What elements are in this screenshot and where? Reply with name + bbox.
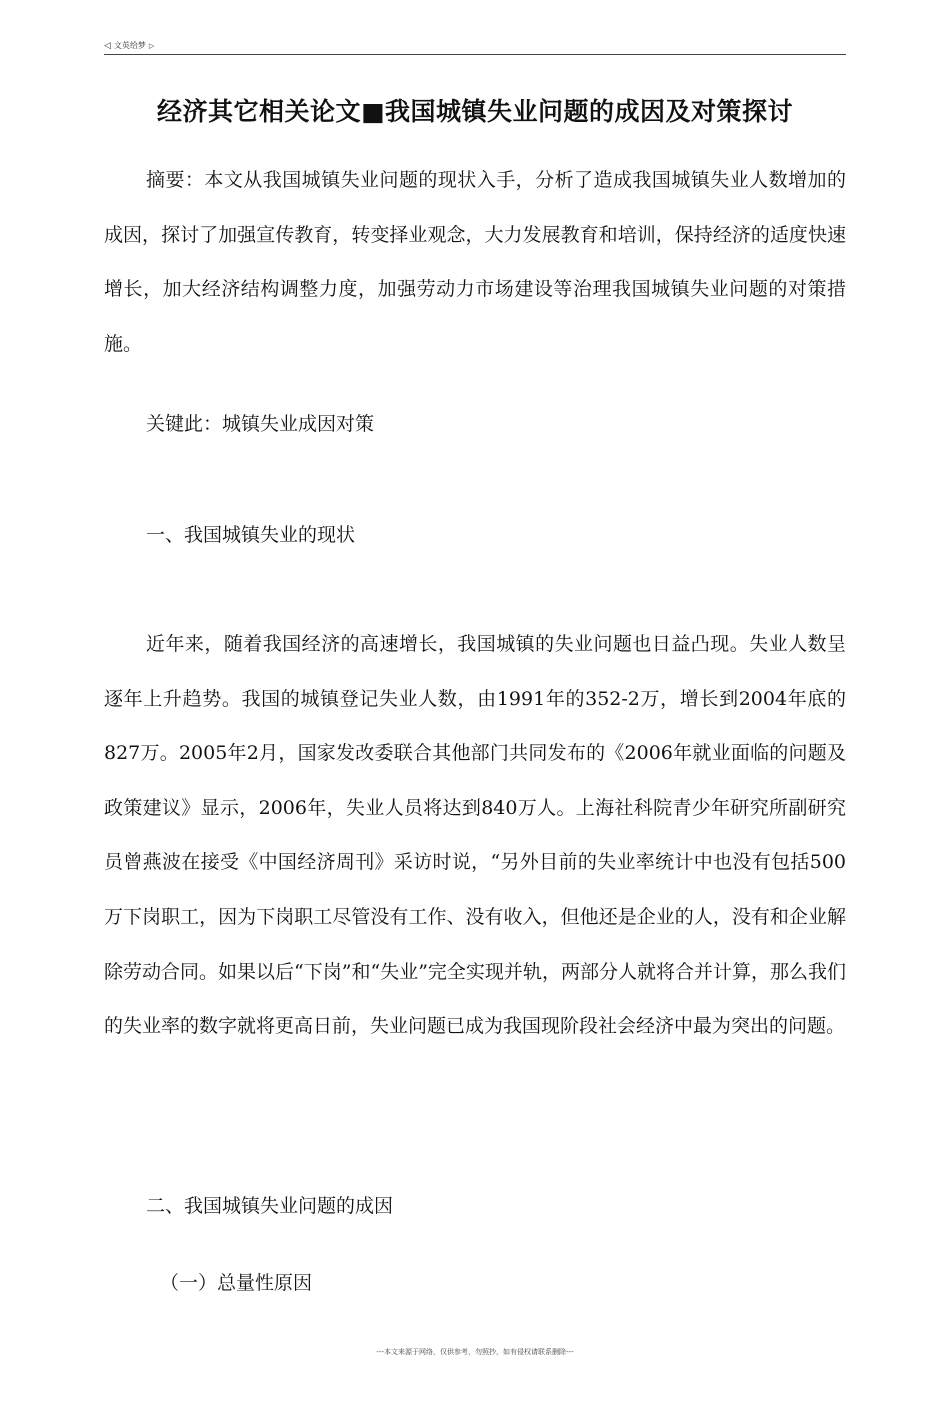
- section-1-heading: 一、我国城镇失业的现状: [146, 524, 356, 546]
- header-text: 文英给梦: [113, 41, 146, 50]
- section-2-heading: 二、我国城镇失业问题的成因: [146, 1195, 394, 1217]
- triangle-left-icon: ◁: [104, 41, 111, 51]
- subsection-1-heading: （一）总量性原因: [160, 1272, 313, 1294]
- document-title: 经济其它相关论文■我国城镇失业问题的成因及对策探讨: [156, 97, 794, 126]
- section-1-body-paragraph: 近年来，随着我国经济的高速增长，我国城镇的失业问题也日益凸现。失业人数呈逐年上升趋势。我国的城镇登记失业人数，由1991年的352-2万，增长到2004年底的827万。2005年2月，国家发改委联合其他部门共同发布的《2006年就业面临的问题及政策建议》显示，2006年，失业人员将达到840万人。上海社科院青少年研究所副研究员曾燕波在接受《中国经济周刊》采访时说，“另外目前的失业率统计中也没有包括500万下岗职工，因为下岗职工尽管没有工作、没有收入，但他还是企业的人，没有和企业解除劳动合同。如果以后“下岗”和“失业”完全实现并轨，两部分人就将合并计算，那么我们的失业率的数字就将更高日前，失业问题已成为我国现阶段社会经济中最为突出的问题。: [104, 633, 846, 1038]
- page-footer: ---本文来源于网络，仅供参考，勿照抄，如有侵权请联系删除---: [376, 1348, 574, 1356]
- triangle-right-icon: ▷: [148, 42, 155, 50]
- abstract-paragraph: 摘要：本文从我国城镇失业问题的现状入手，分析了造成我国城镇失业人数增加的成因，探讨了加强宣传教育，转变择业观念，大力发展教育和培训，保持经济的适度快速增长，加大经济结构调整力度，加强劳动力市场建设等治理我国城镇失业问题的对策措施。: [104, 169, 846, 355]
- keywords-line: 关键此：城镇失业成因对策: [146, 413, 375, 435]
- page-header: [104, 40, 846, 55]
